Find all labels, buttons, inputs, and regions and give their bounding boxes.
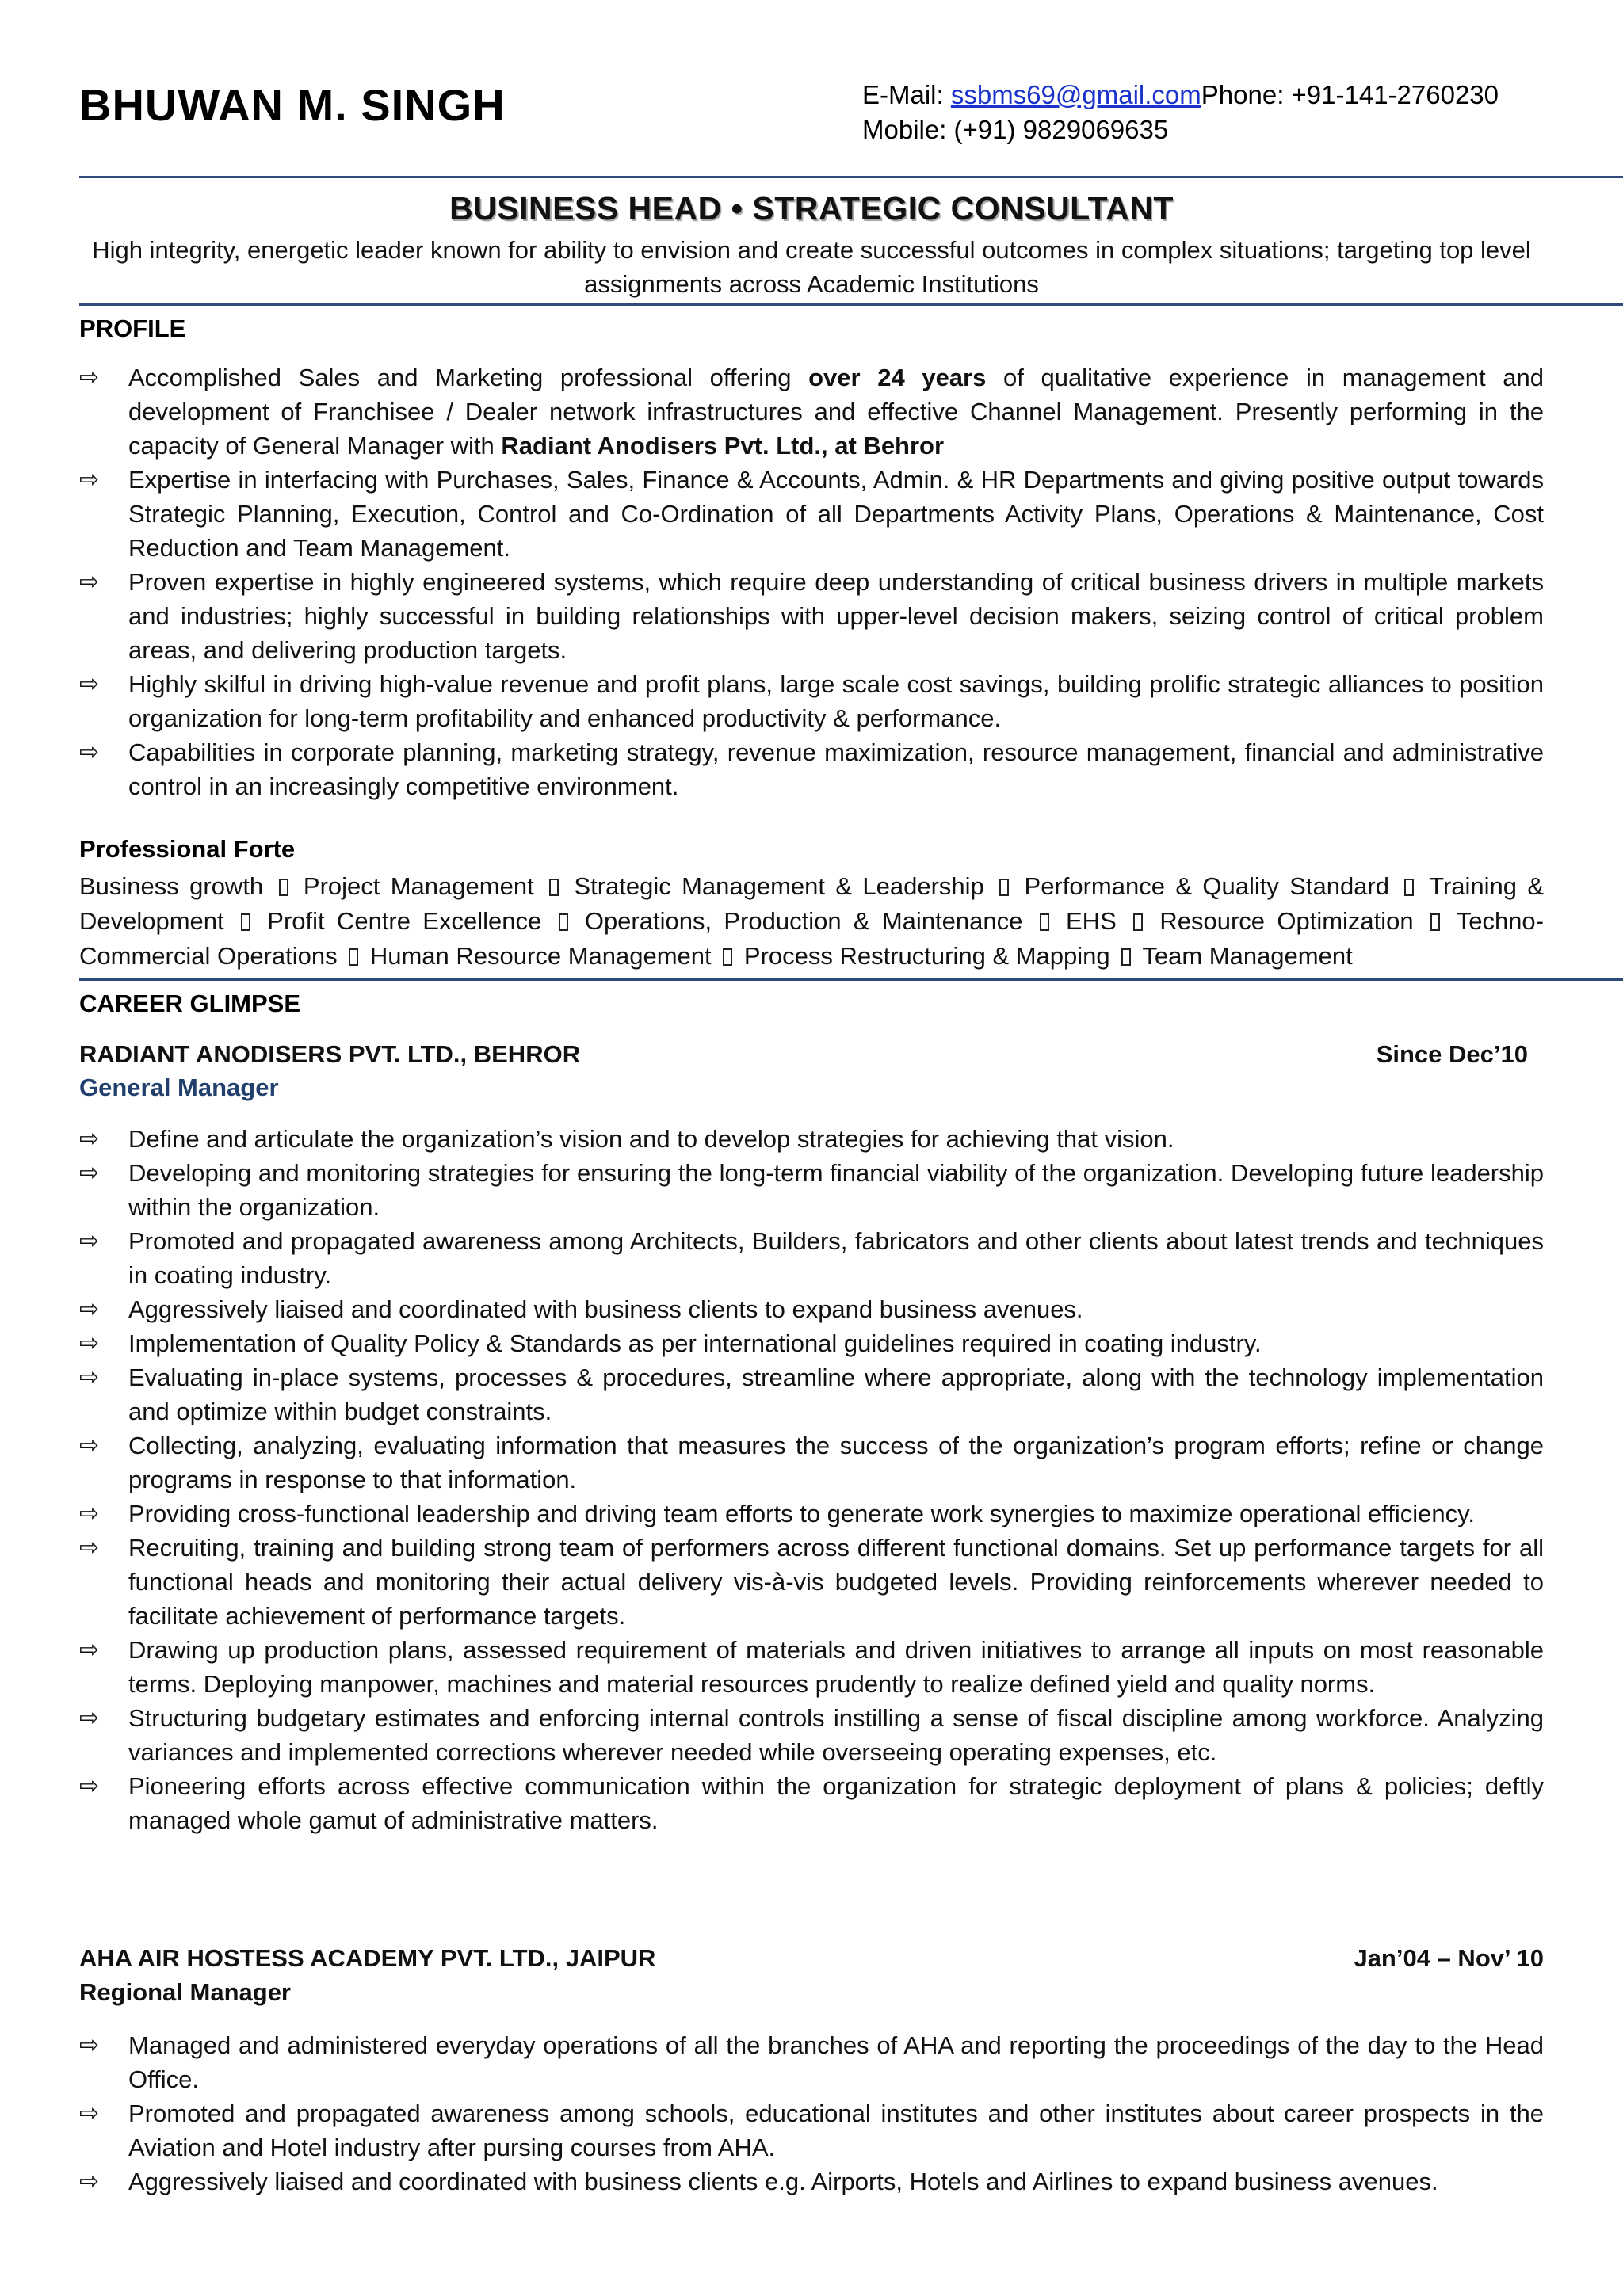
company-name: RADIANT ANODISERS PVT. LTD., BEHROR <box>79 1040 581 1068</box>
arrow-icon: ⇨ <box>79 671 100 697</box>
forte-item: Performance & Quality Standard <box>1024 872 1389 900</box>
job-duties-list <box>79 2028 1544 2199</box>
separator-box-icon <box>1133 913 1143 931</box>
list-item: ⇨ Evaluating in-place systems, processes & procedures, streamline where appropriate, along with the technology implementation and optimize within budget constraints. <box>79 1360 1544 1428</box>
job-date: Jan’04 – Nov’ 10 <box>1354 1944 1544 1972</box>
forte-item: Strategic Management & Leadership <box>574 872 984 900</box>
email-label: E-Mail: <box>862 80 951 109</box>
list-item: ⇨ Aggressively liaised and coordinated with business clients e.g. Airports, Hotels and Airlines to expand business avenues. <box>79 2164 1544 2199</box>
arrow-outline-icon: ⇨ <box>79 364 100 391</box>
list-item: ⇨ Define and articulate the organization’s vision and to develop strategies for achieving that vision. <box>79 1122 1544 1156</box>
list-item: ⇨ Drawing up production plans, assessed requirement of materials and driven initiatives to arrange all inputs on most reasonable terms. Deploying manpower, machines and material resources prudently to realize defined yield and quality norms. <box>79 1633 1544 1701</box>
arrow-icon: ⇨ <box>79 1432 100 1459</box>
arrow-icon: ⇨ <box>79 1773 100 1799</box>
list-item: ⇨ Developing and monitoring strategies for ensuring the long-term financial viability of the organization. Developing future leadership within the organization. <box>79 1156 1544 1224</box>
job-role: Regional Manager <box>79 1978 291 2006</box>
career-heading: CAREER GLIMPSE <box>79 990 301 1017</box>
forte-item: Techno-Commercial Operations <box>79 907 1544 970</box>
separator-box-icon <box>1040 913 1049 931</box>
forte-item: Team Management <box>1142 942 1353 970</box>
mobile-text: Mobile: (+91) 9829069635 <box>862 115 1169 144</box>
tagline: High integrity, energetic leader known for ability to envision and create successful outcomes in complex situations; targeting top level assignments across Academic Institutions <box>92 236 1531 298</box>
list-item: ⇨ Accomplished Sales and Marketing professional offering over 24 years of qualitative experience in management and development of Franchisee / Dealer network infrastructures and effective Channel Management. Presently performing in the capacity of General Manager with Radiant Anodisers Pvt. Ltd., at Behror <box>79 360 1544 463</box>
list-item: ⇨ Pioneering efforts across effective communication within the organization for strategic deployment of plans & policies; deftly managed whole gamut of administrative matters. <box>79 1769 1544 1837</box>
forte-item: Resource Optimization <box>1159 907 1414 935</box>
arrow-icon: ⇨ <box>79 739 100 765</box>
separator-box-icon <box>1121 948 1131 966</box>
forte-item: Human Resource Management <box>369 942 712 970</box>
list-item: ⇨ Implementation of Quality Policy & Standards as per international guidelines required in coating industry. <box>79 1326 1544 1360</box>
divider-profile <box>79 303 1623 306</box>
forte-item: Process Restructuring & Mapping <box>743 942 1110 970</box>
forte-item: Operations, Production & Maintenance <box>584 907 1023 935</box>
job-role: General Manager <box>79 1074 279 1101</box>
list-item: ⇨ Proven expertise in highly engineered systems, which require deep understanding of critical business drivers in multiple markets and industries; highly successful in building relationships with upper-level decision makers, seizing control of critical problem areas, and delivering production targets. <box>79 565 1544 667</box>
list-item: ⇨ Capabilities in corporate planning, marketing strategy, revenue maximization, resource management, financial and administrative control in an increasingly competitive environment. <box>79 735 1544 803</box>
phone-text: Phone: +91-141-2760230 <box>1201 80 1499 109</box>
forte-item: Project Management <box>303 872 534 900</box>
list-item: ⇨ Recruiting, training and building strong team of performers across different functional domains. Set up performance targets for all functional heads and monitoring their actual delivery vis-à-vis budgeted levels. Providing reinforcements wherever needed to facilitate achievement of performance targets. <box>79 1531 1544 1633</box>
arrow-icon: ⇨ <box>79 1637 100 1663</box>
candidate-name: BHUWAN M. SINGH <box>79 80 506 130</box>
arrow-icon: ⇨ <box>79 1364 100 1390</box>
separator-box-icon <box>349 948 358 966</box>
arrow-icon: ⇨ <box>79 1160 100 1186</box>
arrow-icon: ⇨ <box>79 1228 100 1254</box>
email-link[interactable]: ssbms69@gmail.com <box>950 80 1201 109</box>
divider-career <box>79 978 1623 981</box>
arrow-icon: ⇨ <box>79 2168 100 2195</box>
forte-item: Training & Development <box>79 872 1545 935</box>
list-item: ⇨ Expertise in interfacing with Purchases, Sales, Finance & Accounts, Admin. & HR Departments and giving positive output towards Strategic Planning, Execution, Control and Co-Ordination of all Departments Activity Plans, Operations & Maintenance, Cost Reduction and Team Management. <box>79 463 1544 565</box>
contact-line-1 <box>862 78 1499 113</box>
list-item: ⇨ Collecting, analyzing, evaluating information that measures the success of the organization’s program efforts; refine or change programs in response to that information. <box>79 1428 1544 1497</box>
arrow-icon: ⇨ <box>79 1705 100 1731</box>
separator-box-icon <box>241 913 250 931</box>
forte-heading: Professional Forte <box>79 835 296 863</box>
separator-box-icon <box>1404 879 1414 896</box>
job-date: Since Dec’10 <box>1376 1040 1528 1068</box>
list-item: ⇨ Structuring budgetary estimates and enforcing internal controls instilling a sense of fiscal discipline among workforce. Analyzing variances and implemented corrections wherever needed while overseeing operating expenses, etc. <box>79 1701 1544 1769</box>
headline: BUSINESS HEAD • STRATEGIC CONSULTANT <box>449 190 1174 227</box>
job-duties-list <box>79 1122 1544 1837</box>
company-name: AHA AIR HOSTESS ACADEMY PVT. LTD., JAIPUR <box>79 1944 656 1972</box>
profile-heading: PROFILE <box>79 315 186 342</box>
forte-item: EHS <box>1066 907 1117 935</box>
divider-top <box>79 176 1623 178</box>
forte-item: Business growth <box>79 872 264 900</box>
list-item: ⇨ Highly skilful in driving high-value revenue and profit plans, large scale cost savings, building prolific strategic alliances to position organization for long-term profitability and enhanced productivity & performance. <box>79 667 1544 735</box>
arrow-icon: ⇨ <box>79 1535 100 1561</box>
separator-box-icon <box>279 879 288 896</box>
forte-item: Profit Centre Excellence <box>267 907 542 935</box>
separator-box-icon <box>559 913 568 931</box>
list-item: ⇨ Promoted and propagated awareness among Architects, Builders, fabricators and other clients about latest trends and techniques in coating industry. <box>79 1224 1544 1292</box>
profile-list <box>79 360 1544 803</box>
arrow-icon: ⇨ <box>79 2032 100 2058</box>
list-item: ⇨ Promoted and propagated awareness among schools, educational institutes and other institutes about career prospects in the Aviation and Hotel industry after pursing courses from AHA. <box>79 2096 1544 2164</box>
list-item: ⇨ Providing cross-functional leadership and driving team efforts to generate work synergies to maximize operational efficiency. <box>79 1497 1544 1531</box>
separator-box-icon <box>999 879 1009 896</box>
separator-box-icon <box>723 948 732 966</box>
list-item: ⇨ Aggressively liaised and coordinated with business clients to expand business avenues. <box>79 1292 1544 1326</box>
separator-box-icon <box>549 879 559 896</box>
separator-box-icon <box>1430 913 1440 931</box>
arrow-icon: ⇨ <box>79 1330 100 1356</box>
arrow-icon: ⇨ <box>79 1126 100 1152</box>
arrow-icon: ⇨ <box>79 569 100 595</box>
list-item: ⇨ Managed and administered everyday operations of all the branches of AHA and reporting the proceedings of the day to the Head Office. <box>79 2028 1544 2096</box>
contact-block <box>862 78 1499 147</box>
forte-list <box>79 869 1544 974</box>
arrow-icon: ⇨ <box>79 1296 100 1322</box>
arrow-icon: ⇨ <box>79 2100 100 2126</box>
arrow-icon: ⇨ <box>79 1501 100 1527</box>
arrow-icon: ⇨ <box>79 467 100 493</box>
